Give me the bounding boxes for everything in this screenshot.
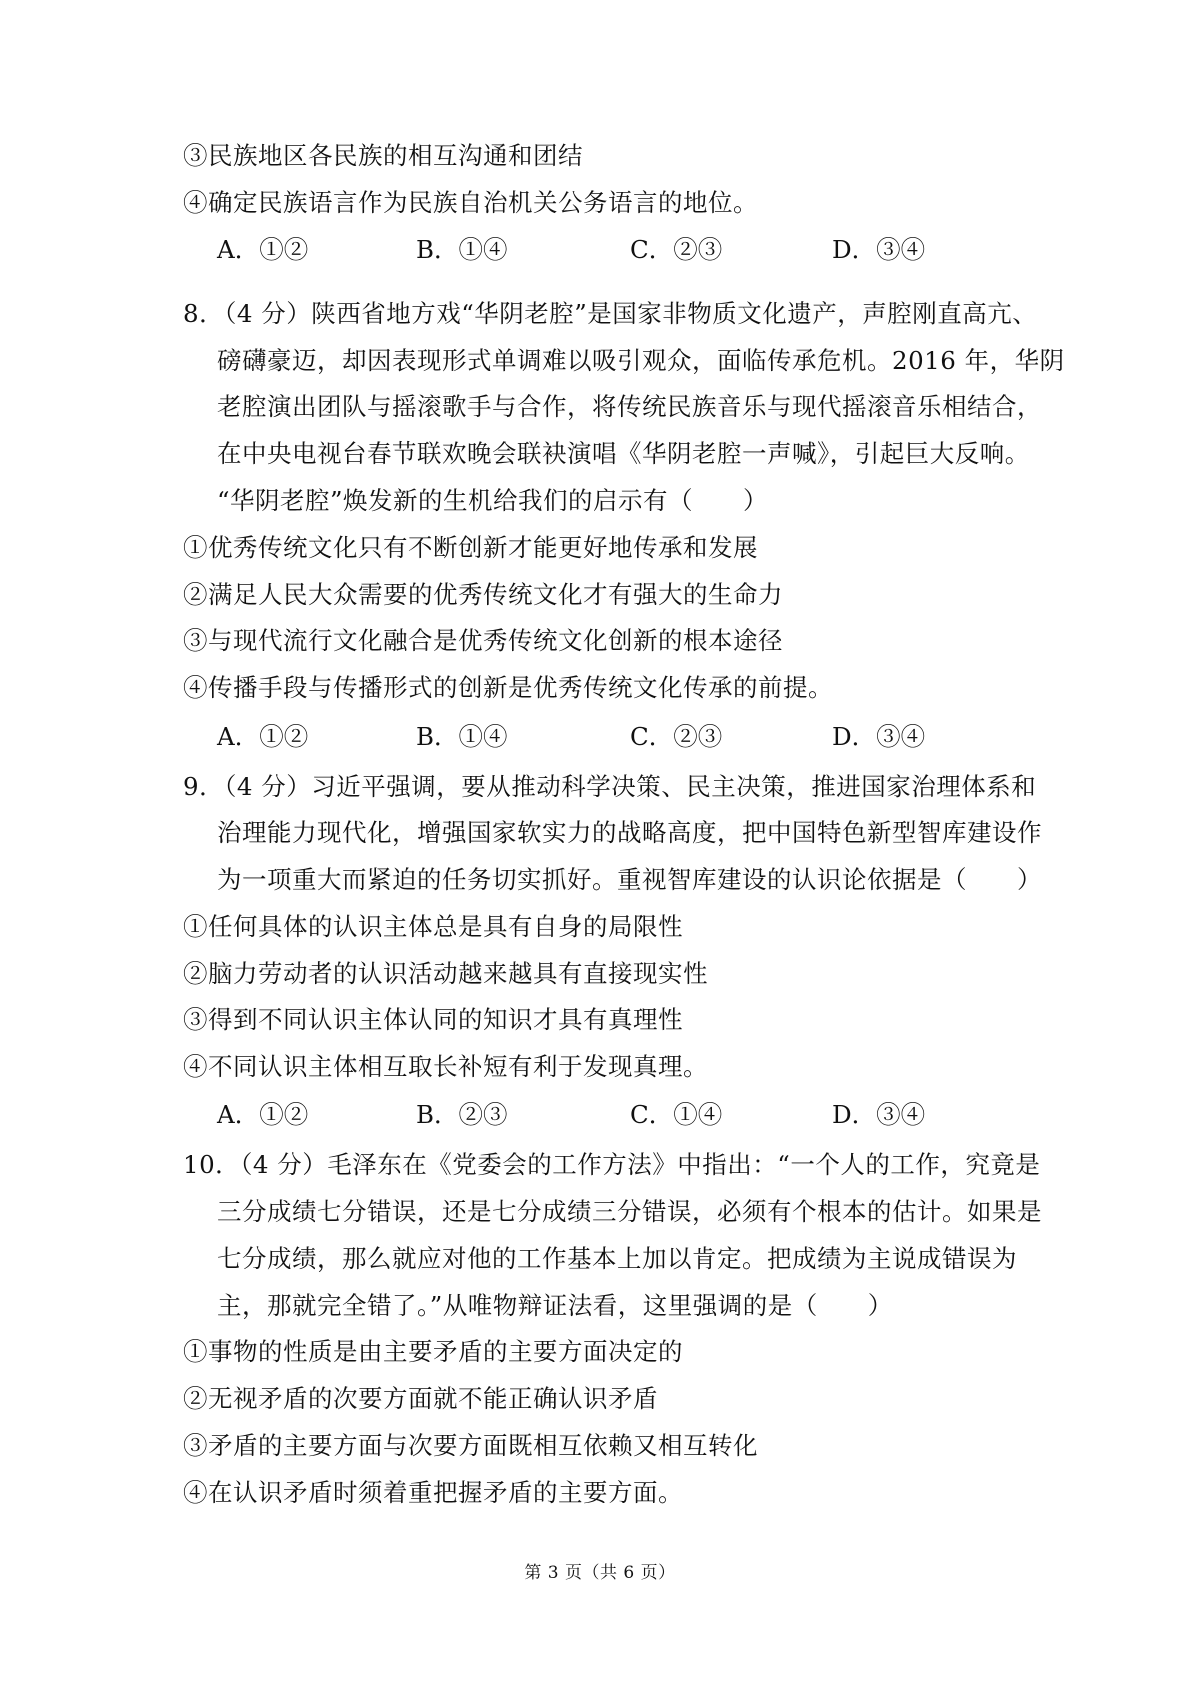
q8-stem-line-3: 老腔演出团队与摇滚歌手与合作，将传统民族音乐与现代摇滚音乐相结合， — [217, 392, 1042, 421]
q10-stem-line-3: 七分成绩，那么就应对他的工作基本上加以肯定。把成绩为主说成错误为 — [217, 1244, 1017, 1273]
q8-item-2: ②满足人民大众需要的优秀传统文化才有强大的生命力 — [183, 580, 783, 609]
q7-option-a: A．①② — [217, 235, 309, 264]
page-number-footer: 第 3 页（共 6 页） — [524, 1563, 676, 1583]
q9-item-1: ①任何具体的认识主体总是具有自身的局限性 — [183, 912, 683, 941]
q7-options — [0, 233, 1200, 267]
q7-option-c: C．②③ — [630, 235, 723, 264]
q8-item-3: ③与现代流行文化融合是优秀传统文化创新的根本途径 — [183, 626, 783, 655]
q8-item-1: ①优秀传统文化只有不断创新才能更好地传承和发展 — [183, 533, 758, 562]
q9-option-d: D．③④ — [832, 1100, 926, 1129]
q9-stem-line-1: 9．（4 分）习近平强调，要从推动科学决策、民主决策，推进国家治理体系和 — [183, 772, 1037, 801]
q9-item-2: ②脑力劳动者的认识活动越来越具有直接现实性 — [183, 959, 708, 988]
q9-option-b: B．②③ — [416, 1100, 508, 1129]
q10-item-1: ①事物的性质是由主要矛盾的主要方面决定的 — [183, 1337, 683, 1366]
q9-item-3: ③得到不同认识主体认同的知识才具有真理性 — [183, 1005, 683, 1034]
q7-option-b: B．①④ — [416, 235, 508, 264]
q10-item-3: ③矛盾的主要方面与次要方面既相互依赖又相互转化 — [183, 1431, 758, 1460]
q8-option-b: B．①④ — [416, 722, 508, 751]
q8-option-c: C．②③ — [630, 722, 723, 751]
q7-item-4: ④确定民族语言作为民族自治机关公务语言的地位。 — [183, 188, 758, 217]
q8-stem-line-5: “华阴老腔”焕发新的生机给我们的启示有（ ） — [217, 486, 769, 515]
q9-option-a: A．①② — [217, 1100, 309, 1129]
q8-stem-line-4: 在中央电视台春节联欢晚会联袂演唱《华阴老腔一声喊》，引起巨大反响。 — [217, 439, 1030, 468]
q8-stem-line-1: 8．（4 分）陕西省地方戏“华阴老腔”是国家非物质文化遗产，声腔刚直高亢、 — [183, 299, 1038, 328]
q10-item-2: ②无视矛盾的次要方面就不能正确认识矛盾 — [183, 1384, 658, 1413]
q10-stem-line-4: 主，那就完全错了。”从唯物辩证法看，这里强调的是（ ） — [217, 1291, 893, 1320]
q9-option-c: C．①④ — [630, 1100, 723, 1129]
q7-item-3: ③民族地区各民族的相互沟通和团结 — [183, 141, 583, 170]
q10-stem-line-1: 10．（4 分）毛泽东在《党委会的工作方法》中指出：“一个人的工作，究竟是 — [183, 1150, 1041, 1179]
q9-options — [0, 1098, 1200, 1132]
q7-option-d: D．③④ — [832, 235, 926, 264]
q9-item-4: ④不同认识主体相互取长补短有利于发现真理。 — [183, 1052, 708, 1081]
q8-option-d: D．③④ — [832, 722, 926, 751]
q8-item-4: ④传播手段与传播形式的创新是优秀传统文化传承的前提。 — [183, 673, 833, 702]
q10-item-4: ④在认识矛盾时须着重把握矛盾的主要方面。 — [183, 1478, 683, 1507]
q8-stem-line-2: 磅礴豪迈，却因表现形式单调难以吸引观众，面临传承危机。2016 年，华阴 — [217, 346, 1065, 375]
q9-stem-line-2: 治理能力现代化，增强国家软实力的战略高度，把中国特色新型智库建设作 — [217, 818, 1042, 847]
q10-stem-line-2: 三分成绩七分错误，还是七分成绩三分错误，必须有个根本的估计。如果是 — [217, 1197, 1042, 1226]
q8-option-a: A．①② — [217, 722, 309, 751]
q9-stem-line-3: 为一项重大而紧迫的任务切实抓好。重视智库建设的认识论依据是（ ） — [217, 865, 1042, 894]
q8-options — [0, 720, 1200, 754]
